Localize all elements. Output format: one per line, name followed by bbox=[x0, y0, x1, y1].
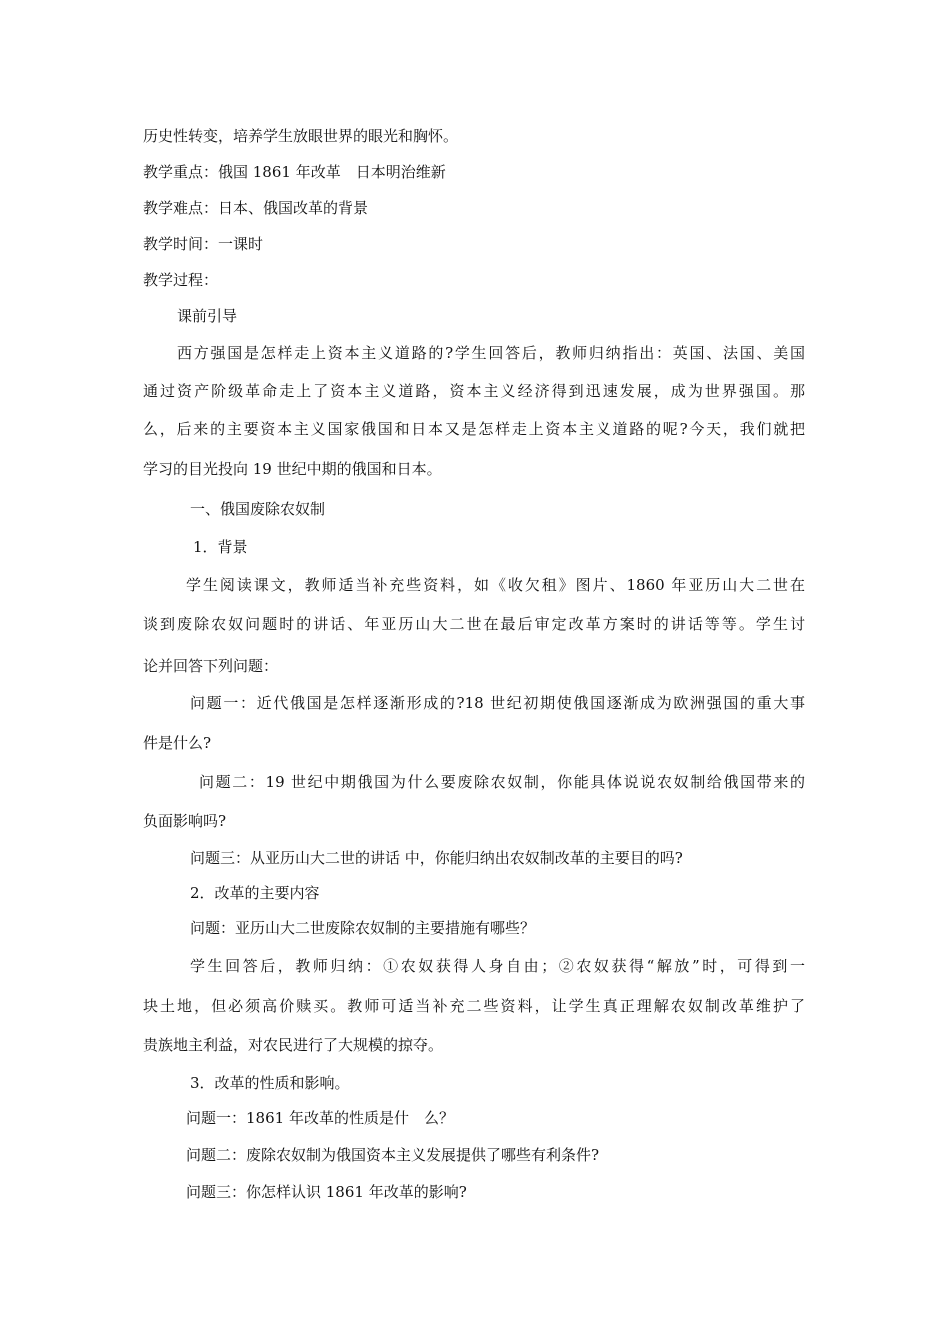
paragraph-line: 块土地，但必须高价赎买。教师可适当补充二些资料，让学生真正理解农奴制改革维护了 bbox=[143, 997, 805, 1015]
section-heading: 课前引导 bbox=[177, 307, 238, 325]
question-line: 问题一：近代俄国是怎样逐渐形成的?18 世纪初期使俄国逐渐成为欧洲强国的重大事 bbox=[190, 694, 805, 712]
paragraph-line: 历史性转变，培养学生放眼世界的眼光和胸怀。 bbox=[143, 127, 459, 145]
question-line: 负面影响吗? bbox=[143, 812, 227, 830]
subsection-heading: 1．背景 bbox=[193, 538, 248, 556]
paragraph-line: 西方强国是怎样走上资本主义道路的?学生回答后，教师归纳指出：英国、法国、美国 bbox=[177, 344, 805, 362]
section-heading: 一、俄国废除农奴制 bbox=[190, 500, 326, 518]
paragraph-line: 通过资产阶级革命走上了资本主义道路，资本主义经济得到迅速发展，成为世界强国。那 bbox=[143, 382, 805, 400]
question-line: 问题一：1861 年改革的性质是什 么？ bbox=[186, 1109, 454, 1127]
question-line: 问题三：从亚历山大二世的讲话 中，你能归纳出农奴制改革的主要目的吗? bbox=[190, 849, 683, 867]
paragraph-line: 学习的目光投向 19 世纪中期的俄国和日本。 bbox=[143, 460, 442, 478]
question-line: 问题二：废除农奴制为俄国资本主义发展提供了哪些有利条件? bbox=[186, 1146, 600, 1164]
paragraph-line: 学生阅读课文，教师适当补充些资料，如《收欠租》图片、1860 年亚历山大二世在 bbox=[186, 576, 805, 594]
question-line: 问题：亚历山大二世废除农奴制的主要措施有哪些？ bbox=[190, 919, 536, 937]
question-line: 件是什么? bbox=[143, 734, 212, 752]
question-line: 问题二：19 世纪中期俄国为什么要废除农奴制，你能具体说说农奴制给俄国带来的 bbox=[199, 773, 805, 791]
paragraph-line: 论并回答下列问题： bbox=[143, 657, 279, 675]
difficult-points-line: 教学难点：日本、俄国改革的背景 bbox=[143, 199, 369, 217]
subsection-heading: 2．改革的主要内容 bbox=[190, 884, 320, 902]
paragraph-line: 谈到废除农奴问题时的讲话、年亚历山大二世在最后审定改革方案时的讲话等等。学生讨 bbox=[143, 615, 805, 633]
teaching-time-line: 教学时间：一课时 bbox=[143, 235, 264, 253]
question-line: 问题三：你怎样认识 1861 年改革的影响? bbox=[186, 1183, 467, 1201]
paragraph-line: 么，后来的主要资本主义国家俄国和日本又是怎样走上资本主义道路的呢?今天，我们就把 bbox=[143, 420, 805, 438]
teaching-process-line: 教学过程： bbox=[143, 271, 219, 289]
paragraph-line: 贵族地主利益，对农民进行了大规模的掠夺。 bbox=[143, 1036, 444, 1054]
subsection-heading: 3．改革的性质和影响。 bbox=[190, 1074, 350, 1092]
paragraph-line: 学生回答后，教师归纳：①农奴获得人身自由；②农奴获得“解放”时，可得到一 bbox=[190, 957, 805, 975]
key-points-line: 教学重点：俄国 1861 年改革 日本明治维新 bbox=[143, 163, 446, 181]
